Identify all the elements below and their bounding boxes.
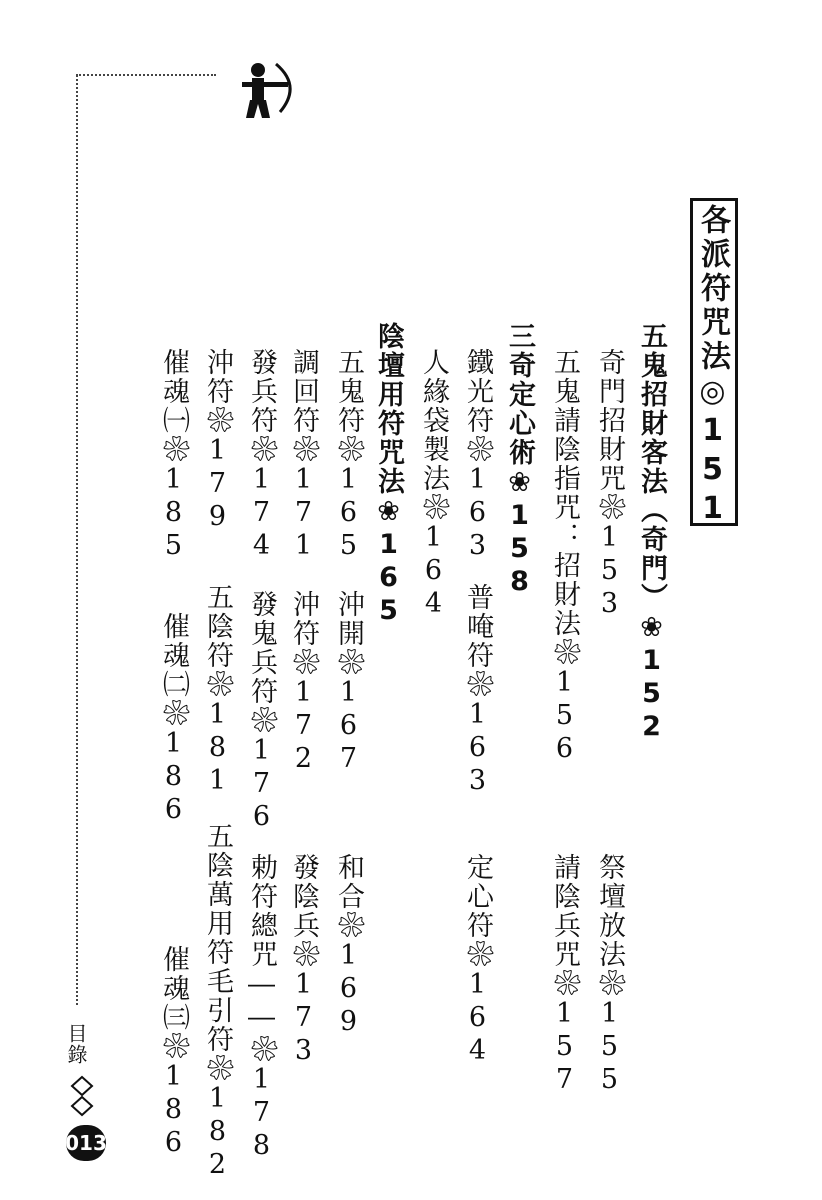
entry-tieguang-fu: 鐵光符❀163 — [462, 348, 493, 563]
entry-yintan-fuzhou: 陰壇用符咒法❀165 — [373, 322, 404, 628]
entry-cuihun-1: 催魂㈠❀185 — [158, 348, 189, 563]
entry-cuihun-3: 催魂㈢❀186 — [158, 945, 189, 1160]
entry-qingyin-bing-zhou: 請陰兵咒❀157 — [549, 853, 580, 1097]
entry-diaohui-fu: 調回符❀171 — [288, 348, 319, 563]
entry-cuihun-2: 催魂㈡❀186 — [158, 612, 189, 827]
vine-border-top — [76, 74, 216, 88]
entry-sanqi-dingxin: 三奇定心術❀158 — [504, 322, 535, 599]
entry-qimen-zhaocai-zhou: 奇門招財咒❀153 — [594, 348, 625, 621]
entry-fa-yinbing: 發陰兵❀173 — [288, 853, 319, 1068]
entry-chifu-zongzhou: 勅符總咒――❀178 — [246, 853, 277, 1163]
side-label-contents: 目錄 — [64, 1023, 88, 1065]
entry-dingxin-fu: 定心符❀164 — [462, 853, 493, 1068]
vine-border-left — [76, 75, 90, 1005]
page-number-badge: 013 — [66, 1125, 106, 1161]
diamond-ornament-icon — [70, 1075, 94, 1119]
entry-puan-fu: 普唵符❀163 — [462, 583, 493, 798]
entry-wugui-fu: 五鬼符❀165 — [333, 348, 364, 563]
entry-wugui-zhaocai: 五鬼招財客法（奇門）❀152 — [636, 322, 667, 744]
entry-wugui-qingyin: 五鬼請陰指咒：招財法❀156 — [549, 348, 580, 766]
entry-renyuan-dai: 人緣袋製法❀164 — [418, 348, 449, 621]
entry-chong-fu: 沖符❀179 — [202, 348, 233, 534]
entry-chongkai: 沖開❀167 — [333, 590, 364, 776]
entry-wuyin-fu: 五陰符❀181 — [202, 583, 233, 798]
entry-hehe: 和合❀169 — [333, 853, 364, 1039]
entry-fabing-fu: 發兵符❀174 — [246, 348, 277, 563]
archer-icon — [236, 60, 300, 124]
chapter-title: 各派符咒法◎151 — [695, 204, 730, 530]
entry-fa-guibing-fu: 發鬼兵符❀176 — [246, 590, 277, 834]
entry-jitan-fangfa: 祭壇放法❀155 — [594, 853, 625, 1097]
entry-wuyin-wanyong: 五陰萬用符毛引符❀182 — [202, 822, 233, 1182]
entry-chong-fu-2: 沖符❀172 — [288, 590, 319, 776]
